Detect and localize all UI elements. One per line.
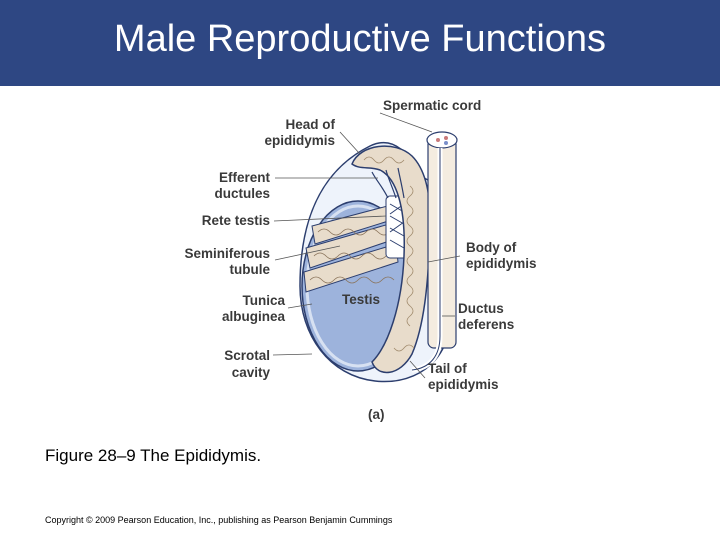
label-body-of-epididymis-2: epididymis: [466, 256, 537, 271]
label-spermatic-cord: Spermatic cord: [383, 98, 482, 113]
label-ductus-deferens: Ductus: [458, 301, 504, 316]
label-efferent-ductules-2: ductules: [214, 186, 270, 201]
cord-vessel: [436, 138, 440, 142]
figure-caption: Figure 28–9 The Epididymis.: [45, 446, 262, 465]
label-panel-a: (a): [368, 407, 385, 422]
cord-vessel: [444, 136, 448, 140]
label-tunica-albuginea-2: albuginea: [221, 309, 285, 324]
label-tail-of-epididymis: Tail of: [428, 361, 467, 376]
epididymis-figure: [0, 86, 720, 436]
title-bar: [0, 0, 720, 86]
label-head-of-epididymis: Head of: [285, 117, 335, 132]
label-testis: Testis: [342, 292, 381, 307]
label-head-of-epididymis-2: epididymis: [264, 133, 335, 148]
label-scrotal-cavity-2: cavity: [231, 365, 270, 380]
copyright-notice: Copyright © 2009 Pearson Education, Inc., publishing as Pearson Benjamin Cummings: [45, 515, 393, 525]
spermatic-cord-section: [427, 132, 457, 148]
label-scrotal-cavity: Scrotal: [224, 348, 270, 363]
slide-title: Male Reproductive Functions: [113, 18, 607, 60]
label-tunica-albuginea: Tunica: [242, 293, 285, 308]
label-seminiferous-tubule: Seminiferous: [184, 246, 270, 261]
label-efferent-ductules: Efferent: [218, 170, 270, 185]
label-ductus-deferens-2: deferens: [458, 317, 515, 332]
cord-vessel: [444, 141, 448, 145]
label-seminiferous-tubule-2: tubule: [229, 262, 270, 277]
epididymis-diagram: [0, 86, 720, 436]
label-rete-testis: Rete testis: [201, 213, 270, 228]
label-tail-of-epididymis-2: epididymis: [428, 377, 499, 392]
label-body-of-epididymis: Body of: [466, 240, 517, 255]
